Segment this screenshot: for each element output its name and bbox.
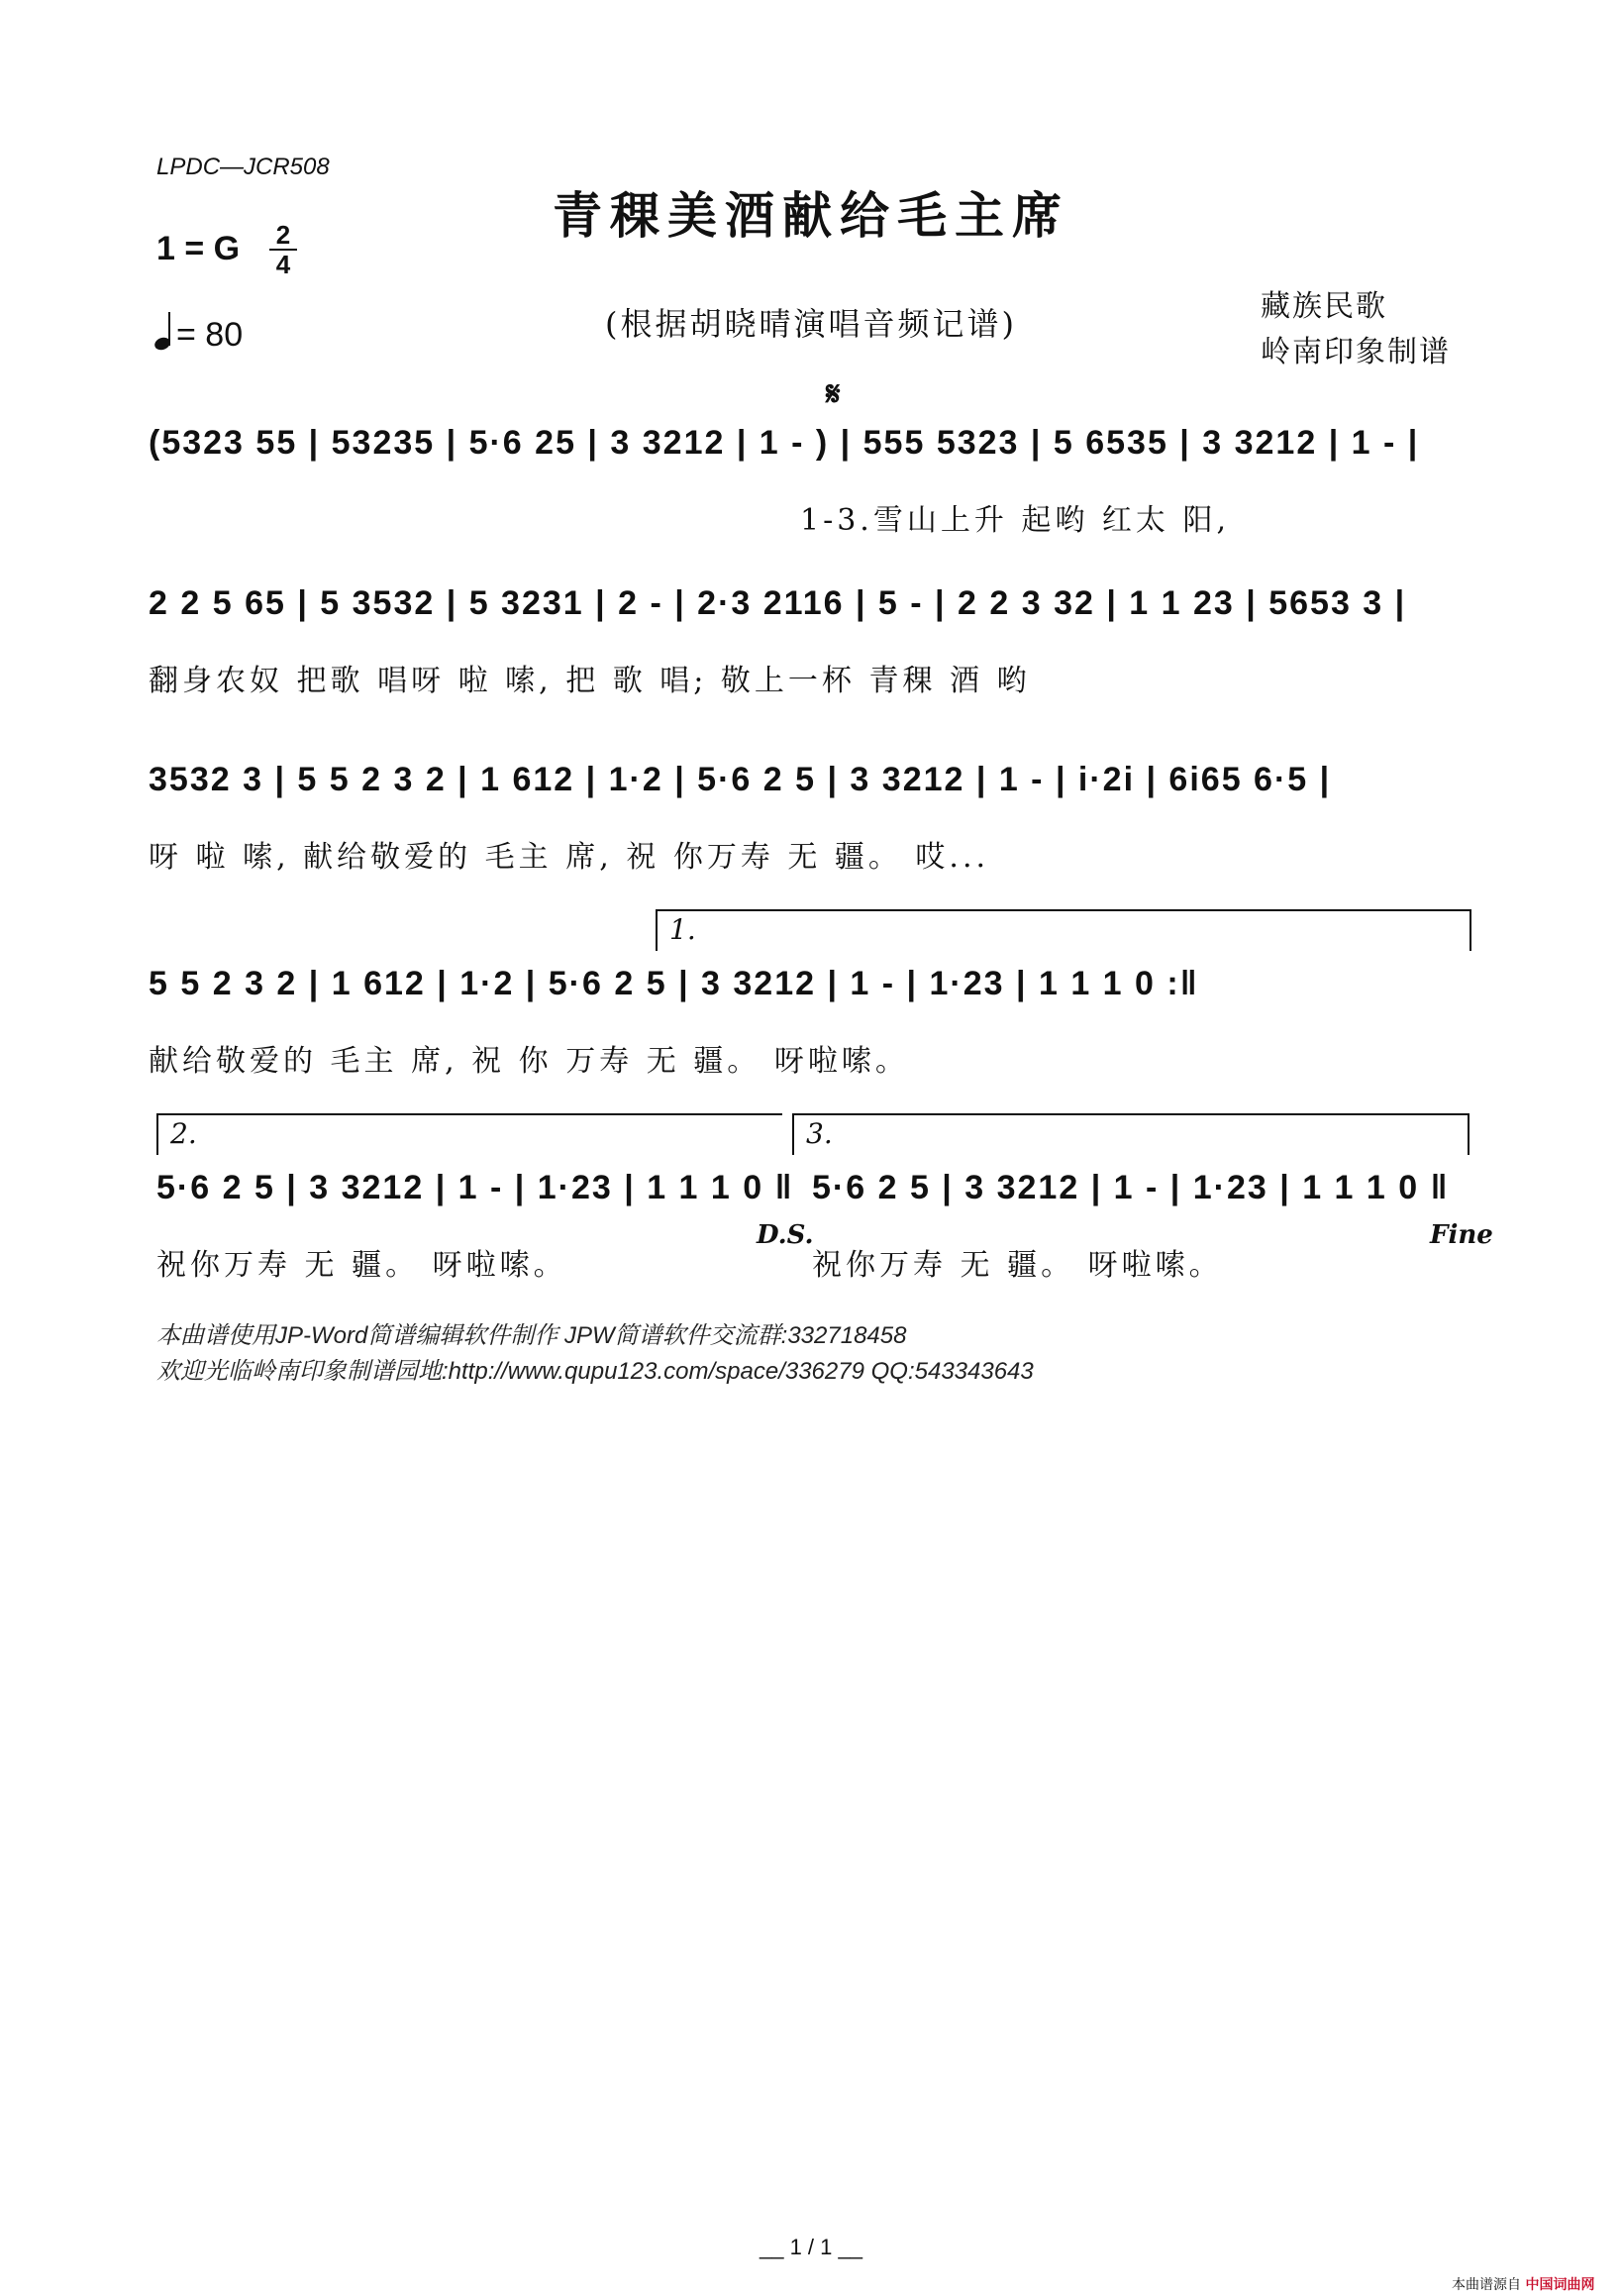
subtitle: (根据胡晓晴演唱音频记谱) — [605, 305, 1017, 343]
system-4-lyrics: 献给敬爱的 毛主 席, 祝 你 万寿 无 疆。 呀啦嗦。 — [149, 1044, 909, 1079]
meter-bottom: 4 — [275, 250, 291, 279]
system-5b-lyrics: 祝你万寿 无 疆。 呀啦嗦。 — [812, 1248, 1223, 1283]
tempo-value: = 80 — [176, 316, 244, 354]
page-number: __ 1 / 1 __ — [760, 2235, 862, 2259]
key-signature: 1 = G — [156, 230, 241, 267]
volta-1-label: 1. — [669, 913, 696, 946]
footer-website-note: 欢迎光临岭南印象制谱园地:http://www.qupu123.com/space/336279 QQ:543343643 — [156, 1358, 1034, 1385]
volta-3-bracket — [792, 1113, 1470, 1155]
song-origin: 藏族民歌 — [1261, 289, 1387, 324]
source-credit-text: 本曲谱源自 — [1452, 2277, 1521, 2293]
system-1-lyrics: 1-3.雪山上升 起哟 红太 阳, — [800, 503, 1230, 538]
system-5b-music: 5·6 2 5 | 3 3212 | 1 - | 1·23 | 1 1 1 0 ‖ — [812, 1169, 1450, 1206]
time-signature — [269, 222, 297, 277]
system-3-lyrics: 呀 啦 嗦, 献给敬爱的 毛主 席, 祝 你万寿 无 疆。 哎... — [149, 840, 990, 875]
system-3-music: 3532 3 | 5 5 2 3 2 | 1 612 | 1·2 | 5·6 2 5 | 3 3212 | 1 - | i·2i | 6i65 6·5 | — [149, 761, 1332, 798]
volta-2-bracket — [156, 1113, 782, 1155]
footer-software-note: 本曲谱使用JP-Word简谱编辑软件制作 JPW简谱软件交流群:332718458 — [156, 1322, 907, 1349]
arranger: 岭南印象制谱 — [1261, 335, 1451, 369]
volta-3-label: 3. — [806, 1117, 833, 1150]
system-5a-lyrics: 祝你万寿 无 疆。 呀啦嗦。 — [156, 1248, 567, 1283]
dal-segno-mark: D.S. — [757, 1220, 814, 1250]
system-1-music: (5323 55 | 53235 | 5·6 25 | 3 3212 | 1 - ) | 555 5323 | 5 6535 | 3 3212 | 1 - | — [149, 424, 1420, 462]
system-2-music: 2 2 5 65 | 5 3532 | 5 3231 | 2 - | 2·3 2116 | 5 - | 2 2 3 32 | 1 1 23 | 5653 3 | — [149, 584, 1407, 622]
volta-2-label: 2. — [170, 1117, 197, 1150]
score-code: LPDC—JCR508 — [156, 154, 330, 180]
system-2-lyrics: 翻身农奴 把歌 唱呀 啦 嗦, 把 歌 唱; 敬上一杯 青稞 酒 哟 — [149, 664, 1031, 698]
volta-1-bracket — [656, 909, 1471, 951]
system-5a-music: 5·6 2 5 | 3 3212 | 1 - | 1·23 | 1 1 1 0 ‖ — [156, 1169, 794, 1206]
song-title: 青稞美酒献给毛主席 — [553, 186, 1069, 245]
source-credit — [1452, 2274, 1594, 2294]
system-4-music: 5 5 2 3 2 | 1 612 | 1·2 | 5·6 2 5 | 3 3212 | 1 - | 1·23 | 1 1 1 0 :‖ — [149, 965, 1199, 1002]
segno-icon: 𝄋 — [826, 374, 841, 414]
source-site-name: 中国词曲网 — [1525, 2277, 1595, 2293]
fine-mark: Fine — [1430, 1220, 1493, 1250]
meter-top: 2 — [275, 220, 291, 250]
